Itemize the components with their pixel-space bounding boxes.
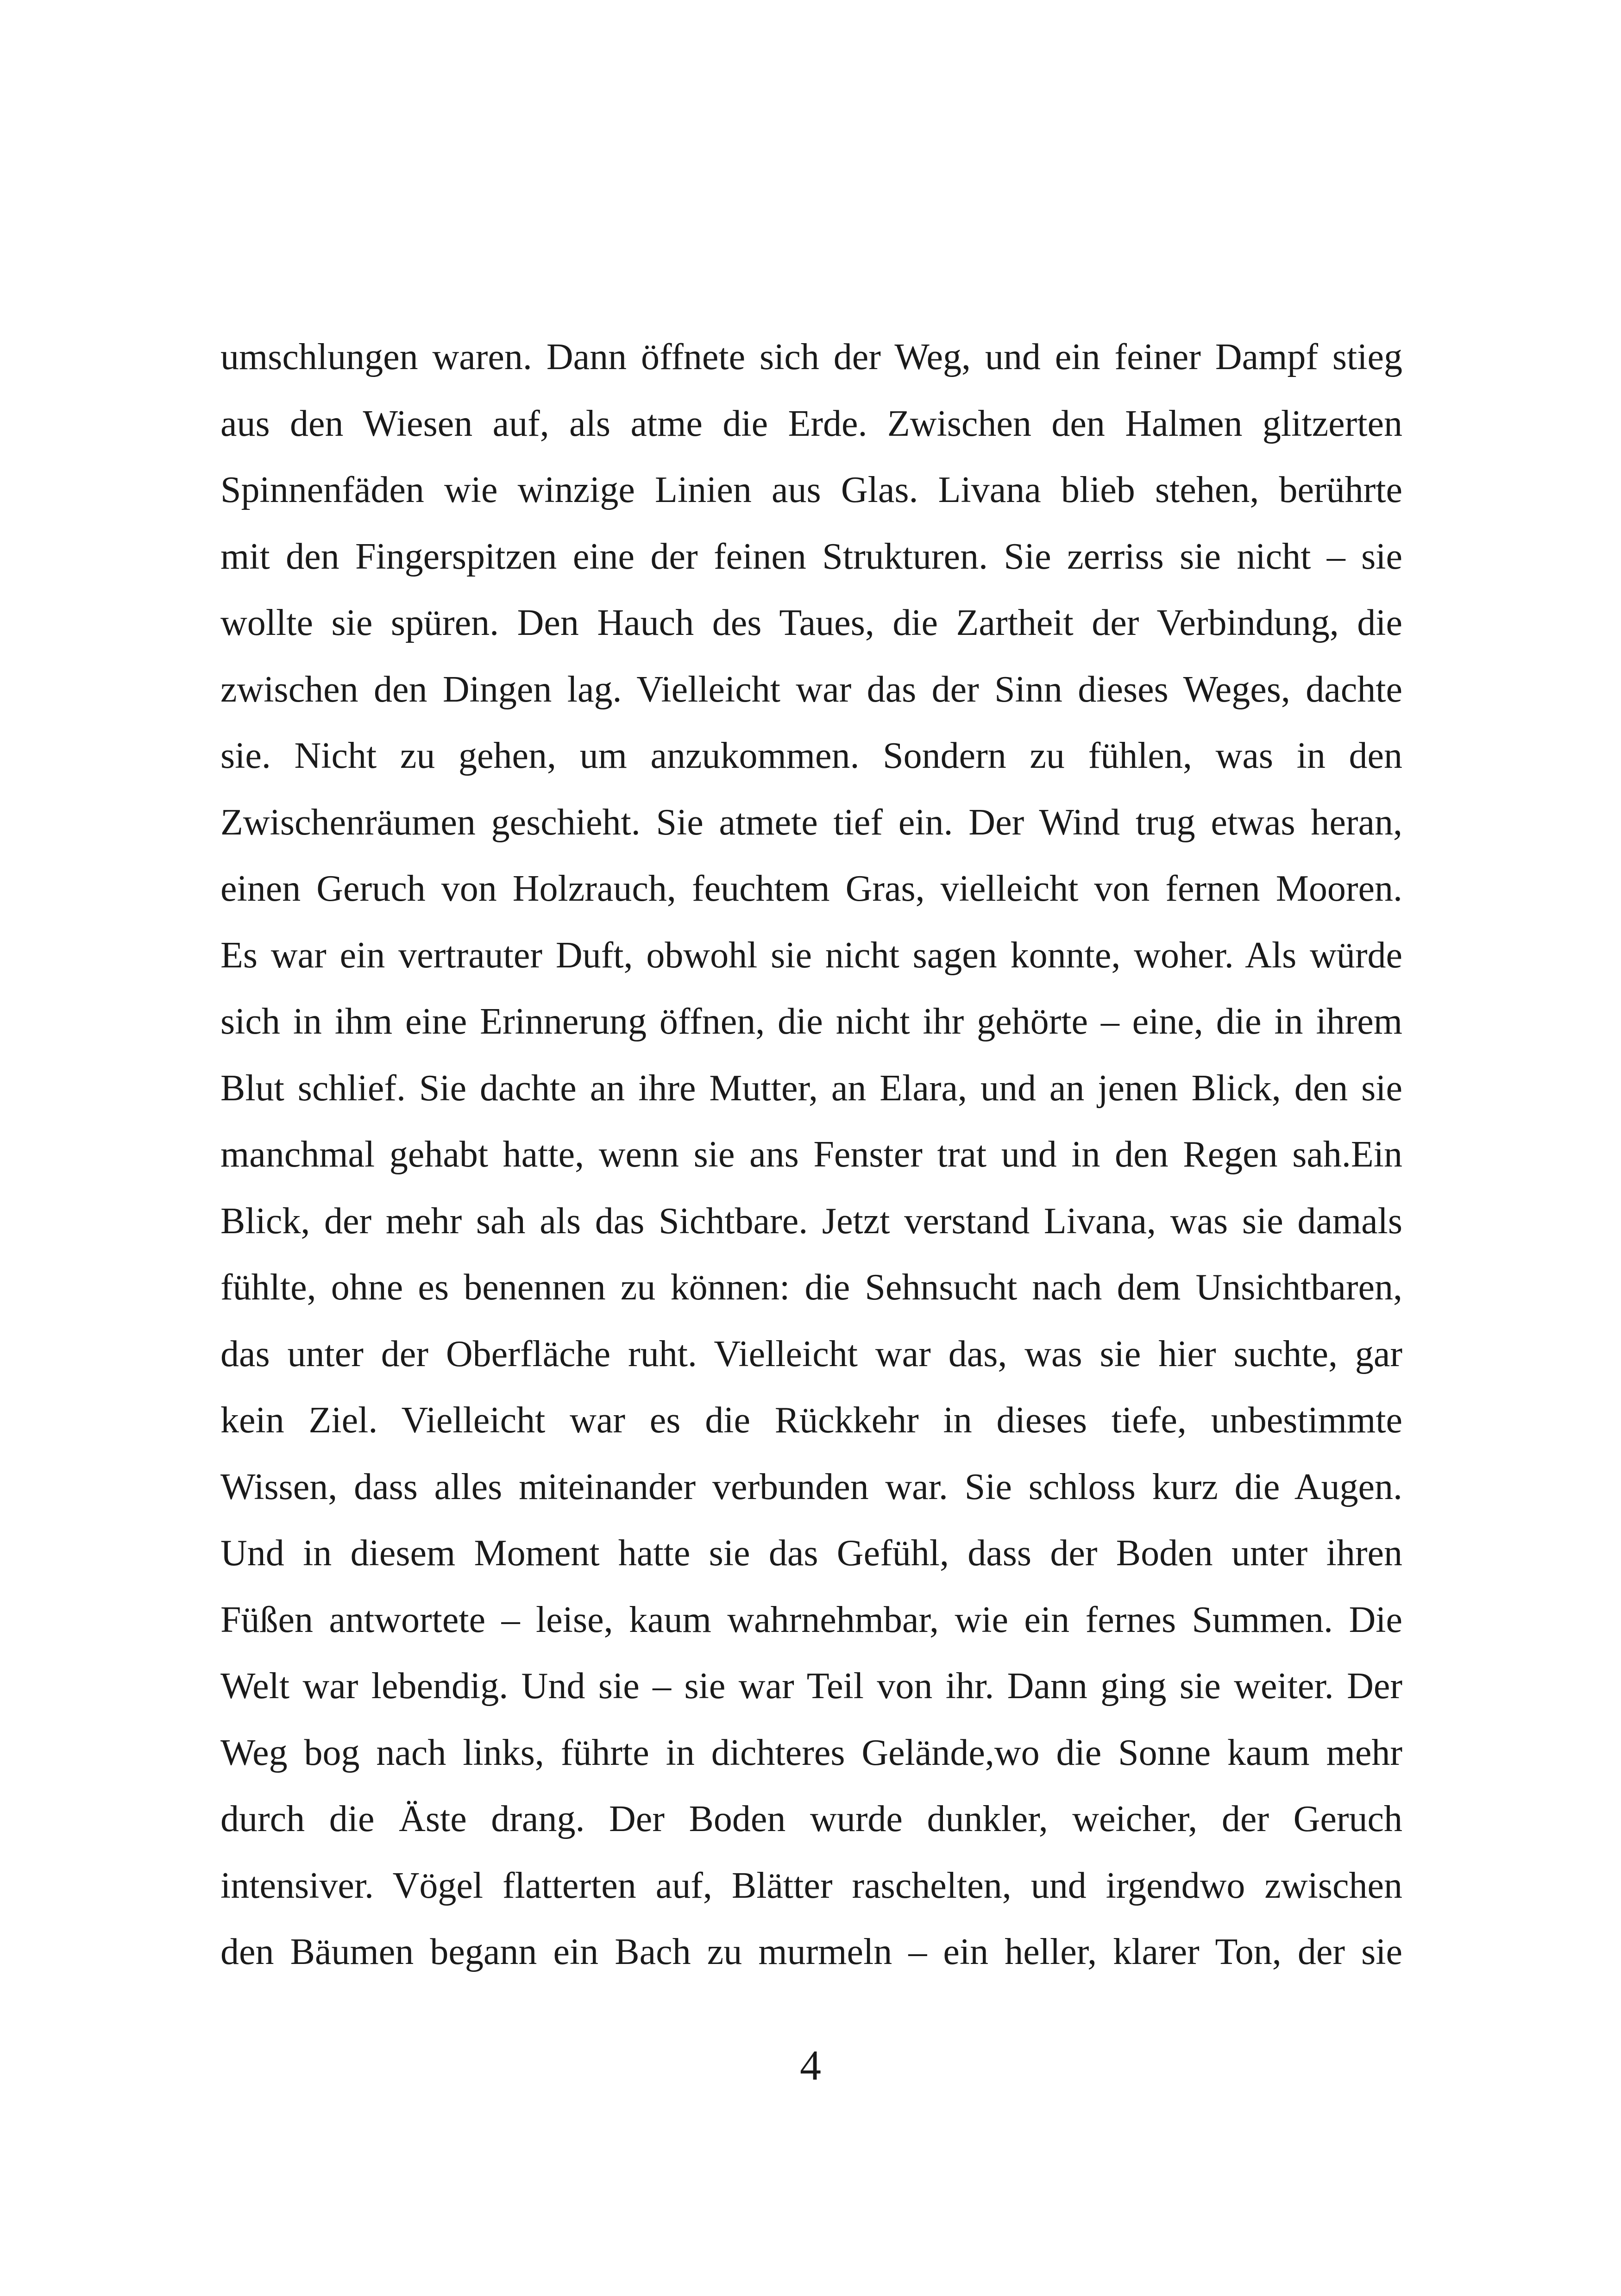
- text-line: Und in diesem Moment hatte sie das Gefühl, dass der Boden unter ihren: [220, 1533, 1402, 1574]
- text-line: wollte sie spüren. Den Hauch des Taues, die Zartheit der Verbindung, die: [220, 602, 1402, 643]
- text-line: einen Geruch von Holzrauch, feuchtem Gras, vielleicht von fernen Mooren.: [220, 868, 1402, 909]
- text-line: sich in ihm eine Erinnerung öffnen, die nicht ihr gehörte – eine, die in ihrem: [220, 1001, 1402, 1042]
- text-line: sie. Nicht zu gehen, um anzukommen. Sondern zu fühlen, was in den: [220, 735, 1402, 776]
- text-line: Spinnenfäden wie winzige Linien aus Glas. Livana blieb stehen, berührte: [220, 470, 1402, 510]
- text-line: intensiver. Vögel flatterten auf, Blätter raschelten, und irgendwo zwischen: [220, 1865, 1402, 1906]
- text-line: aus den Wiesen auf, als atme die Erde. Zwischen den Halmen glitzerten: [220, 403, 1402, 444]
- text-line: zwischen den Dingen lag. Vielleicht war das der Sinn dieses Weges, dachte: [220, 669, 1402, 710]
- text-line: Blick, der mehr sah als das Sichtbare. Jetzt verstand Livana, was sie damals: [220, 1200, 1402, 1242]
- text-line: manchmal gehabt hatte, wenn sie ans Fenster trat und in den Regen sah.Ein: [220, 1134, 1402, 1175]
- text-line: Blut schlief. Sie dachte an ihre Mutter, an Elara, und an jenen Blick, den sie: [220, 1067, 1402, 1109]
- text-line: durch die Äste drang. Der Boden wurde dunkler, weicher, der Geruch: [220, 1799, 1402, 1839]
- body-text: [220, 324, 1402, 1986]
- text-line: Zwischenräumen geschieht. Sie atmete tief ein. Der Wind trug etwas heran,: [220, 802, 1402, 843]
- text-line: Welt war lebendig. Und sie – sie war Teil von ihr. Dann ging sie weiter. Der: [220, 1666, 1402, 1706]
- text-line: das unter der Oberfläche ruht. Vielleicht war das, was sie hier suchte, gar: [220, 1333, 1402, 1374]
- text-line: kein Ziel. Vielleicht war es die Rückkehr in dieses tiefe, unbestimmte: [220, 1400, 1402, 1441]
- text-line: Weg bog nach links, führte in dichteres Gelände,wo die Sonne kaum mehr: [220, 1732, 1402, 1773]
- page-number: 4: [800, 2042, 821, 2089]
- text-line: fühlte, ohne es benennen zu können: die Sehnsucht nach dem Unsichtbaren,: [220, 1267, 1402, 1308]
- text-line: Wissen, dass alles miteinander verbunden war. Sie schloss kurz die Augen.: [220, 1466, 1402, 1507]
- text-line: Es war ein vertrauter Duft, obwohl sie nicht sagen konnte, woher. Als würde: [220, 935, 1402, 976]
- text-line: mit den Fingerspitzen eine der feinen Strukturen. Sie zerriss sie nicht – sie: [220, 536, 1402, 577]
- text-line: Füßen antwortete – leise, kaum wahrnehmbar, wie ein fernes Summen. Die: [220, 1599, 1402, 1640]
- text-line: den Bäumen begann ein Bach zu murmeln – ein heller, klarer Ton, der sie: [220, 1932, 1402, 1972]
- text-line: umschlungen waren. Dann öffnete sich der Weg, und ein feiner Dampf stieg: [220, 337, 1402, 377]
